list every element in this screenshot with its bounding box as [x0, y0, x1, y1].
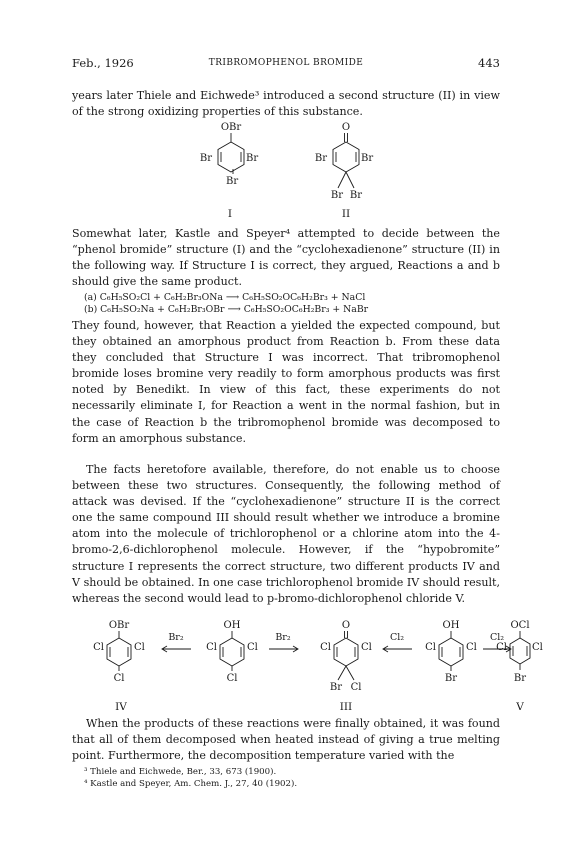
struct-ii-top-label: O [341, 122, 351, 133]
iv-left-label: Cl [93, 642, 104, 653]
arrow-cl2-left [383, 632, 412, 652]
reaction-a: (a) C₆H₅SO₂Cl + C₆H₂Br₃ONa ⟶ C₆H₅SO₂OC₆H₂Br₃ + NaCl [84, 292, 366, 303]
m4-bottom-label: Br [444, 673, 458, 684]
arrow-br2-left [162, 632, 191, 652]
v-left-label: Cl [496, 642, 507, 653]
m2-top-label: OH [223, 620, 241, 631]
iv-right-label: Cl [134, 642, 145, 653]
v-numeral: V [516, 701, 524, 713]
m4-right-label: Cl [466, 642, 477, 653]
reaction-b: (b) C₆H₅SO₂Na + C₆H₂Br₃OBr ⟶ C₆H₅SO₂OC₆H₂Br₃ + NaBr [84, 303, 369, 315]
m2-right-label: Cl [247, 642, 258, 653]
footnote-3: ³ Thiele and Eichwede, Ber., 33, 673 (1900). [84, 767, 277, 777]
v-bottom-label: Br [513, 673, 527, 684]
iii-left-label: Cl [320, 642, 331, 653]
struct-i-right-label: Br [246, 153, 259, 164]
scheme-compound-iii [320, 620, 372, 713]
struct-i-left-label: Br [199, 153, 212, 164]
struct-ii-bottom-label-2: Br [349, 190, 363, 201]
paragraph-5: When the products of these reactions were finally obtained, it was found that all of them decomposed when heated instead of giving a true melting point. Furthermore, the decomposition temperature varied with the [72, 717, 500, 763]
paragraph-4: The facts heretofore available, therefore, do not enable us to choose between these two structures. Consequently, the following method of attack was devised. If the “cyclohexadienone” structure II is the correct one the same compound III should result whether we introduce a bromine atom into the molecule of trichlorophenol or a chlorine atom into the 4-bromo-2,6-dichlorophenol molecule. However, if the “hypobromite” structure I represents the correct structure, two different products IV and V should be obtained. In one case trichlorophenol bromide IV should result, whereas the second would lead to p-bromo-dichlorophenol chloride V. [72, 463, 500, 605]
paragraph-1: years later Thiele and Eichwede³ introduced a second structure (II) in view of the strong oxidizing properties of this substance. [72, 89, 500, 119]
iii-bottom-label-2: Cl [350, 682, 362, 693]
m2-left-label: Cl [206, 642, 217, 653]
footnotes [84, 766, 504, 790]
header-title: TRIBROMOPHENOL BROMIDE [208, 58, 364, 68]
scheme-bromodichlorophenol [425, 620, 477, 684]
arrow4-reagent: Cl₂ [489, 632, 505, 643]
iv-numeral: IV [115, 701, 127, 713]
iv-top-label: OBr [108, 620, 130, 631]
arrow3-reagent: Cl₂ [389, 632, 405, 643]
iv-bottom-label: Cl [113, 673, 125, 684]
scheme-trichlorophenol [206, 620, 258, 684]
page-number: 443 [478, 56, 500, 70]
struct-ii-bottom-label-1: Br [330, 190, 344, 201]
iii-right-label: Cl [361, 642, 372, 653]
struct-i-numeral: I [227, 208, 233, 220]
iii-top-label: O [341, 620, 351, 631]
m4-top-label: OH [442, 620, 460, 631]
struct-i-top-label: OBr [220, 122, 242, 133]
arrow-br2-right [269, 632, 298, 652]
header-date: Feb., 1926 [72, 56, 134, 70]
struct-i-bottom-label: Br [226, 176, 239, 187]
arrow1-reagent: Br₂ [168, 632, 184, 643]
v-right-label: Cl [532, 642, 543, 653]
struct-ii-left-label: Br [314, 153, 327, 164]
footnote-4: ⁴ Kastle and Speyer, Am. Chem. J., 27, 40 (1902). [84, 779, 298, 789]
arrow2-reagent: Br₂ [275, 632, 291, 643]
m2-bottom-label: Cl [226, 673, 238, 684]
iii-bottom-label-1: Br [329, 682, 343, 693]
m4-left-label: Cl [425, 642, 436, 653]
paragraph-2: Somewhat later, Kastle and Speyer⁴ attempted to decide between the “phenol bromide” structure (I) and the “cyclohexadienone” structure (II) in the following way. If Structure I is correct, they argued, Reactions a and b should give the same product. [72, 227, 500, 289]
v-top-label: OCl [510, 620, 530, 631]
struct-ii-right-label: Br [361, 153, 374, 164]
scheme-compound-iv [93, 620, 145, 713]
struct-ii-numeral: II [341, 208, 351, 220]
paragraph-3: They found, however, that Reaction a yielded the expected compound, but they obtained an amorphous product from Reaction b. From these data they concluded that Structure I was incorrect. That tribromophenol bromide loses bromine very readily to form amorphous products was first noted by Benedikt. In view of this fact, these experiments do not necessarily eliminate I, for Reaction a went in the normal fashion, but in the case of Reaction b the tribromophenol bromide was decomposed to form an amorphous substance. [72, 319, 500, 445]
iii-numeral: III [339, 701, 353, 713]
